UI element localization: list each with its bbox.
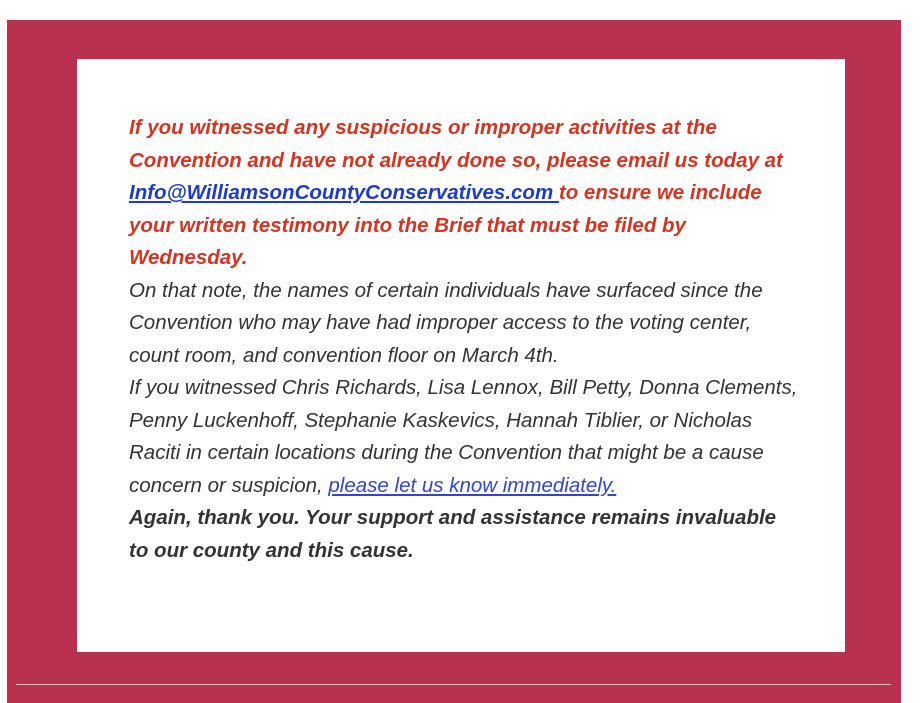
contact-link[interactable]: please let us know immediately.	[328, 473, 617, 497]
alert-text-before-link: If you witnessed any suspicious or improper activities at the Convention and have not already done so, please email us today at	[129, 116, 783, 172]
witness-paragraph	[129, 372, 799, 502]
note-paragraph: On that note, the names of certain individuals have surfaced since the Convention who may have had improper access to the voting center, count room, and convention floor on March 4th.	[129, 278, 763, 367]
witness-text: If you witnessed Chris Richards, Lisa Lennox, Bill Petty, Donna Clements, Penny Luckenhoff, Stephanie Kaskevics, Hannah Tiblier, or Nicholas Raciti in certain locations during the Convention that might be a cause concern or suspicion,	[129, 376, 798, 497]
red-frame	[7, 20, 901, 703]
email-link[interactable]: Info@WilliamsonCountyConservatives.com	[129, 181, 559, 204]
message-card	[77, 59, 845, 652]
alert-paragraph	[129, 112, 799, 275]
alert-text-after-link: to ensure we include your written testimony into the Brief that must be filed by Wednesday.	[129, 181, 762, 269]
message-content	[129, 112, 799, 567]
bottom-divider	[16, 684, 891, 685]
closing-paragraph: Again, thank you. Your support and assistance remains invaluable to our county and this cause.	[129, 506, 777, 562]
